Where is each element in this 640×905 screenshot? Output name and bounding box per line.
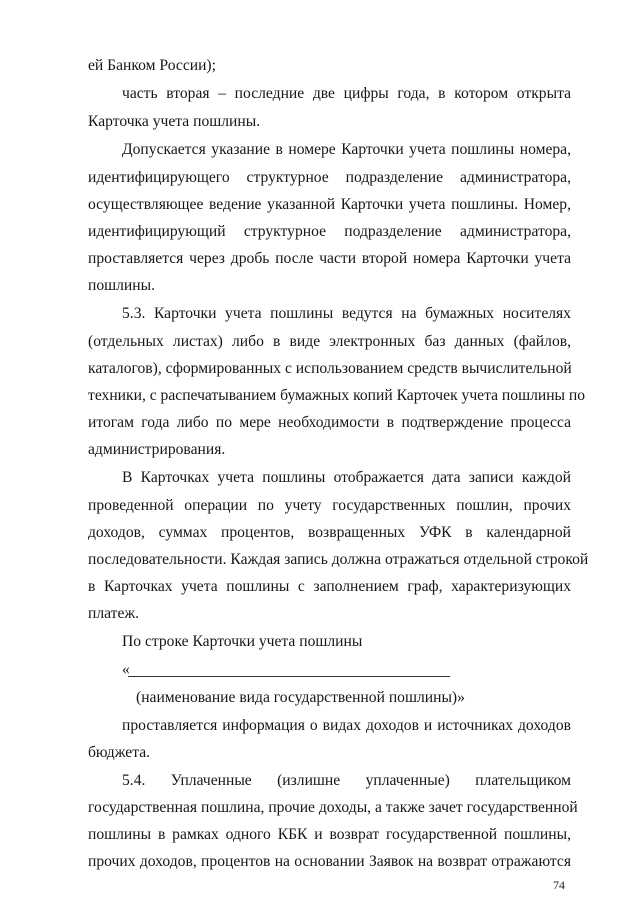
text-line: пошлины в рамках одного КБК и возврат государственной пошлины,	[88, 826, 571, 843]
text-line: администрирования.	[88, 441, 226, 458]
text-line: доходов, суммах процентов, возвращенных УФК в календарной	[88, 524, 571, 541]
text-line: идентифицирующего структурное подразделение администратора,	[88, 169, 571, 186]
text-line: бюджета.	[88, 744, 151, 761]
text-line: последовательности. Каждая запись должна отражаться отдельной строкой	[88, 551, 589, 568]
text-line: идентифицирующий структурное подразделение администратора,	[88, 223, 571, 240]
text-line: По строке Карточки учета пошлины	[122, 633, 363, 650]
text-line: проставляется информация о видах доходов и источниках доходов	[122, 717, 571, 734]
text-line: государственная пошлина, прочие доходы, а также зачет государственной	[88, 799, 578, 816]
text-line: итогам года либо по мере необходимости в подтверждение процесса	[88, 414, 571, 431]
text-line: проведенной операции по учету государственных пошлин, прочих	[88, 497, 571, 514]
text-line: 5.4. Уплаченные (излишне уплаченные) плательщиком	[122, 772, 571, 789]
text-line: осуществляющее ведение указанной Карточки учета пошлины. Номер,	[88, 196, 571, 213]
text-line: прочих доходов, процентов на основании Заявок на возврат отражаются	[88, 853, 571, 870]
page-number: 74	[553, 878, 565, 892]
text-line: 5.3. Карточки учета пошлины ведутся на бумажных носителях	[122, 305, 571, 322]
text-line: (наименование вида государственной пошлины)»	[136, 689, 465, 706]
text-line: Карточка учета пошлины.	[88, 113, 261, 130]
text-line: каталогов), сформированных с использованием средств вычислительной	[88, 360, 572, 377]
text-line: Допускается указание в номере Карточки учета пошлины номера,	[122, 141, 571, 158]
text-line: в Карточках учета пошлины с заполнением граф, характеризующих	[88, 578, 571, 595]
text-line: часть вторая – последние две цифры года, в котором открыта	[122, 85, 571, 102]
text-line: ей Банком России);	[88, 57, 216, 74]
text-line: пошлины.	[88, 277, 155, 294]
text-line: В Карточках учета пошлины отображается дата записи каждой	[122, 469, 571, 486]
text-line: (отдельных листах) либо в виде электронных баз данных (файлов,	[88, 333, 571, 350]
text-line: платеж.	[88, 605, 140, 622]
open-quote: «	[122, 661, 130, 678]
text-line: проставляется через дробь после части второй номера Карточки учета	[88, 250, 571, 267]
blank-fill-line	[128, 676, 450, 677]
text-line: техники, с распечатыванием бумажных копий Карточек учета пошлины по	[88, 387, 586, 404]
